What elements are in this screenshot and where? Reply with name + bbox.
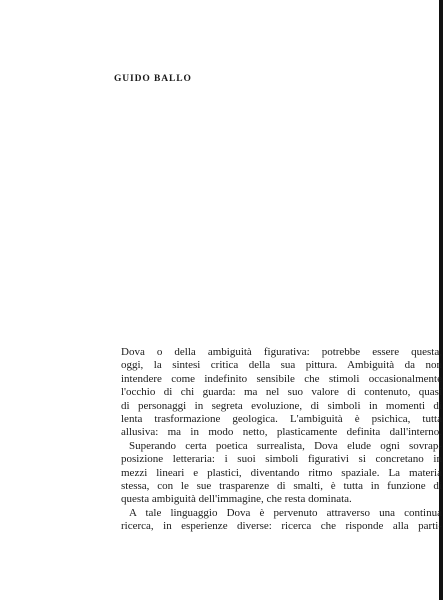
essay-text [121,346,442,534]
text-line: l'occhio di chi guarda: ma nel suo valore di contenuto, quasi [121,386,442,399]
text-line: Superando certa poetica surrealista, Dova elude ogni sovrap- [129,439,442,452]
text-line: Dova o della ambiguità figurativa: potrebbe essere questa, [121,346,442,358]
text-line: ricerca, in esperienze diverse: ricerca che risponde alla parti- [121,520,442,533]
paragraph-2 [121,440,442,507]
paragraph-1 [121,346,442,440]
text-line: questa ambiguità dell'immagine, che resta dominata. [121,493,352,506]
paragraph-3 [121,507,442,534]
text-line: intendere come indefinito sensibile che stimoli occasionalmente [121,372,442,385]
text-line: lenta trasformazione geologica. L'ambiguità è psichica, tutta [121,413,442,426]
text-line: mezzi lineari e plastici, diventando ritmo spaziale. La materia [121,466,442,479]
text-line: A tale linguaggio Dova è pervenuto attraverso una continua [129,506,442,519]
author-heading: GUIDO BALLO [114,74,192,84]
text-line: di personaggi in segreta evoluzione, di simboli in momenti di [121,399,442,412]
text-line: allusiva: ma in modo netto, plasticamente definita dall'interno. [121,426,442,439]
text-line: posizione letteraria: i suoi simboli figurativi si concretano in [121,453,442,466]
text-line: oggi, la sintesi critica della sua pittura. Ambiguità da non [121,359,442,372]
text-line: stessa, con le sue trasparenze di smalti, è tutta in funzione di [121,480,442,493]
